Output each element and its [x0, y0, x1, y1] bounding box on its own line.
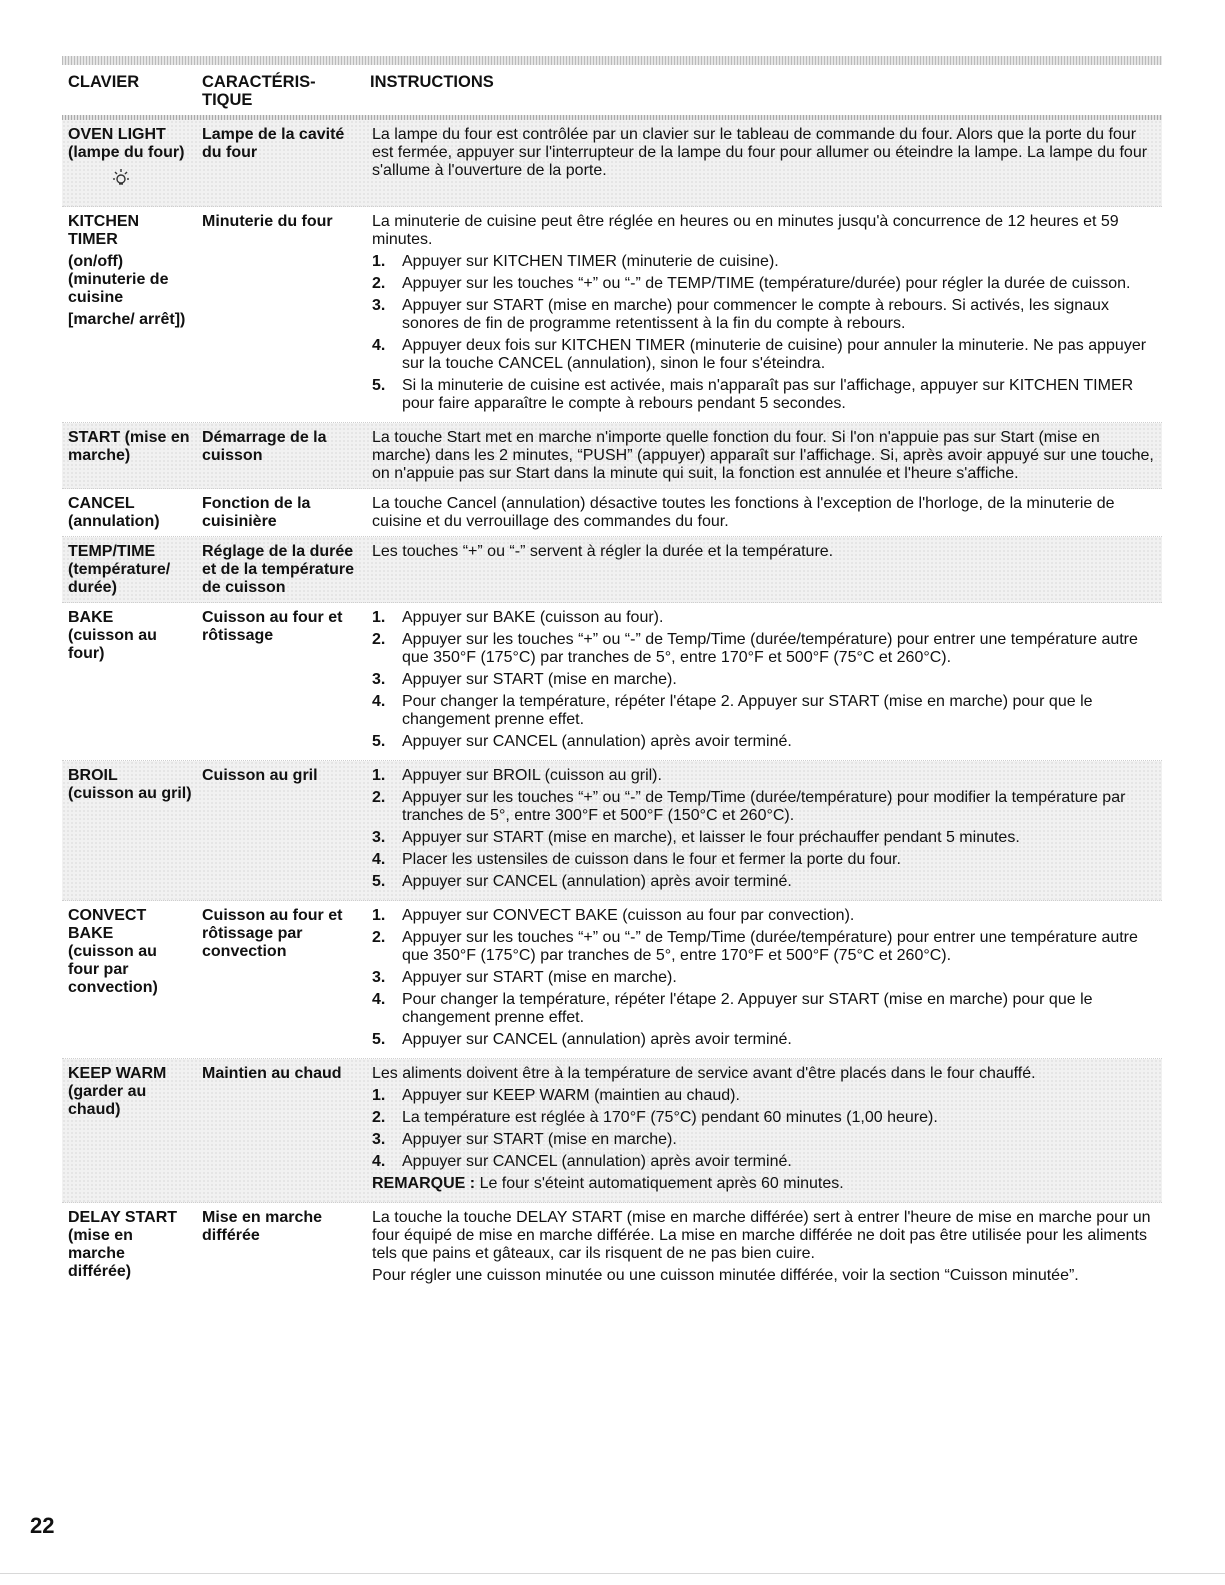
key-translation: (lampe du four): [68, 144, 185, 161]
list-item: 4. Placer les ustensiles de cuisson dans le four et fermer la porte du four.: [372, 851, 901, 868]
list-item: 4. Appuyer deux fois sur KITCHEN TIMER (minuterie de cuisine) pour annuler la minuterie. Ne pas appuyer sur la touche CANCEL (annulation), sinon le four s'éteindra.: [372, 337, 1147, 372]
key-translation: (minuterie de cuisine: [68, 271, 169, 306]
table-row: [62, 537, 1162, 603]
feature-name: Cuisson au gril: [202, 767, 318, 784]
key-translation: (garder au chaud): [68, 1083, 147, 1118]
table-row: [62, 423, 1162, 489]
key-translation: (annulation): [68, 513, 160, 530]
list-item: 2. Appuyer sur les touches “+” ou “-” de Temp/Time (durée/température) pour entrer une température autre que 350°F (175°C) par tranches de 5°, entre 170°F et 500°F (75°C et 260°C).: [372, 631, 1138, 666]
note-text: Le four s'éteint automatiquement après 60 minutes.: [479, 1175, 844, 1192]
key-name: KEEP WARM: [68, 1065, 167, 1082]
key-translation: (cuisson au four par convection): [68, 943, 158, 996]
feature-name: Cuisson au four et rôtissage: [202, 609, 343, 644]
key-name: BAKE: [68, 609, 114, 626]
step-list: [372, 1087, 1158, 1171]
list-item: 5. Appuyer sur CANCEL (annulation) après avoir terminé.: [372, 1031, 792, 1048]
instruction-text: La minuterie de cuisine peut être réglée en heures ou en minutes jusqu'à concurrence de 12 heures et 59 minutes.: [372, 213, 1119, 248]
list-item: 4. Pour changer la température, répéter l'étape 2. Appuyer sur START (mise en marche) pour que le changement prenne effet.: [372, 693, 1093, 728]
instruction-text: La lampe du four est contrôlée par un clavier sur le tableau de commande du four. Alors que la porte du four est fermée, appuyer sur l'interrupteur de la lampe du four pour allumer ou éteindre la lampe. La lampe du four s'allume à l'ouverture de la porte.: [372, 126, 1148, 179]
table-row: [62, 901, 1162, 1059]
list-item: 4. Appuyer sur CANCEL (annulation) après avoir terminé.: [372, 1153, 792, 1170]
feature-name: Minuterie du four: [202, 213, 333, 230]
header-clavier: CLAVIER: [68, 73, 140, 91]
step-list: [372, 253, 1158, 413]
key-name: BROIL: [68, 767, 118, 784]
list-item: 1. Appuyer sur BROIL (cuisson au gril).: [372, 767, 662, 784]
list-item: 2. Appuyer sur les touches “+” ou “-” de TEMP/TIME (température/durée) pour régler la durée de cuisson.: [372, 275, 1131, 292]
table-row: [62, 1059, 1162, 1203]
light-bulb-icon: [110, 168, 192, 195]
feature-name: Cuisson au four et rôtissage par convection: [202, 907, 343, 960]
header-instructions: INSTRUCTIONS: [370, 73, 494, 91]
instruction-text: Pour régler une cuisson minutée ou une cuisson minutée différée, voir la section “Cuisson minutée”.: [372, 1267, 1079, 1284]
table-header: [62, 73, 1162, 115]
list-item: 3. Appuyer sur START (mise en marche).: [372, 671, 677, 688]
feature-name: Maintien au chaud: [202, 1065, 342, 1082]
instruction-text: La touche Cancel (annulation) désactive toutes les fonctions à l'exception de l'horloge, de la minuterie de cuisine et du verrouillage des commandes du four.: [372, 495, 1115, 530]
key-translation: (cuisson au gril): [68, 785, 192, 802]
step-list: [372, 907, 1158, 1049]
header-caracteristique: CARACTÉRIS- TIQUE: [202, 73, 316, 109]
list-item: 2. La température est réglée à 170°F (75°C) pendant 60 minutes (1,00 heure).: [372, 1109, 938, 1126]
list-item: 1. Appuyer sur CONVECT BAKE (cuisson au four par convection).: [372, 907, 855, 924]
list-item: 1. Appuyer sur KITCHEN TIMER (minuterie de cuisine).: [372, 253, 779, 270]
key-translation: (température/ durée): [68, 561, 171, 596]
note-label: REMARQUE :: [372, 1175, 476, 1192]
key-translation: (mise en marche différée): [68, 1227, 133, 1280]
page-number: 22: [30, 1513, 55, 1538]
list-item: 1. Appuyer sur BAKE (cuisson au four).: [372, 609, 664, 626]
list-item: 5. Si la minuterie de cuisine est activée, mais n'apparaît pas sur l'affichage, appuyer sur KITCHEN TIMER pour faire apparaître le compte à rebours pendant 5 secondes.: [372, 377, 1134, 412]
instruction-text: La touche la touche DELAY START (mise en marche différée) sert à entrer l'heure de mise en marche pour un four équipé de mise en marche différée. La mise en marche différée ne doit pas être utilisée pour les aliments tels que pains et gâteaux, car ils risquent de ne pas bien cuire.: [372, 1209, 1151, 1262]
top-rule: [62, 56, 1162, 65]
key-name: KITCHEN TIMER: [68, 213, 140, 248]
list-item: 3. Appuyer sur START (mise en marche).: [372, 969, 677, 986]
list-item: 4. Pour changer la température, répéter l'étape 2. Appuyer sur START (mise en marche) pour que le changement prenne effet.: [372, 991, 1093, 1026]
feature-name: Réglage de la durée et de la température de cuisson: [202, 543, 355, 596]
instruction-text: Les aliments doivent être à la température de service avant d'être placés dans le four chauffé.: [372, 1065, 1036, 1082]
step-list: [372, 609, 1158, 751]
key-translation: (on/off): [68, 253, 124, 270]
feature-name: Fonction de la cuisinière: [202, 495, 311, 530]
key-name: CANCEL: [68, 495, 135, 512]
key-translation: [marche/ arrêt]): [68, 311, 186, 328]
key-name: CONVECT BAKE: [68, 907, 147, 942]
bottom-rule: [0, 1573, 1225, 1574]
step-list: [372, 767, 1158, 891]
key-name: DELAY START: [68, 1209, 178, 1226]
key-name: START (mise en marche): [68, 429, 190, 464]
instruction-text: La touche Start met en marche n'importe quelle fonction du four. Si l'on n'appuie pas sur Start (mise en marche) dans les 2 minutes, “PUSH” (appuyer) apparaît sur l'affichage. Si, après avoir appuyé sur une touche, on n'appuie pas sur Start dans la minute qui suit, la fonction est annulée et l'heure s'affiche.: [372, 429, 1154, 482]
key-name: OVEN LIGHT: [68, 126, 166, 143]
list-item: 3. Appuyer sur START (mise en marche) pour commencer le compte à rebours. Si activés, les signaux sonores de fin de programme retentissent à la fin du compte à rebours.: [372, 297, 1109, 332]
list-item: 1. Appuyer sur KEEP WARM (maintien au chaud).: [372, 1087, 740, 1104]
list-item: 5. Appuyer sur CANCEL (annulation) après avoir terminé.: [372, 873, 792, 890]
list-item: 3. Appuyer sur START (mise en marche), et laisser le four préchauffer pendant 5 minutes.: [372, 829, 1020, 846]
list-item: 3. Appuyer sur START (mise en marche).: [372, 1131, 677, 1148]
table-row: [62, 120, 1162, 207]
list-item: 2. Appuyer sur les touches “+” ou “-” de Temp/Time (durée/température) pour entrer une température autre que 350°F (175°C) par tranches de 5°, entre 170°F et 500°F (75°C et 260°C).: [372, 929, 1138, 964]
table-row: [62, 1203, 1162, 1294]
note: [372, 1175, 1158, 1193]
key-name: TEMP/TIME: [68, 543, 156, 560]
list-item: 5. Appuyer sur CANCEL (annulation) après avoir terminé.: [372, 733, 792, 750]
feature-name: Mise en marche différée: [202, 1209, 323, 1244]
document-page: [62, 56, 1162, 1294]
key-translation: (cuisson au four): [68, 627, 157, 662]
list-item: 2. Appuyer sur les touches “+” ou “-” de Temp/Time (durée/température) pour modifier la température par tranches de 5°, entre 300°F et 500°F (150°C et 260°C).: [372, 789, 1126, 824]
table-row: [62, 603, 1162, 761]
table-row: [62, 761, 1162, 901]
feature-name: Démarrage de la cuisson: [202, 429, 327, 464]
table-row: [62, 489, 1162, 537]
feature-name: Lampe de la cavité du four: [202, 126, 345, 161]
table-row: [62, 207, 1162, 423]
instruction-text: Les touches “+” ou “-” servent à régler la durée et la température.: [372, 543, 834, 560]
